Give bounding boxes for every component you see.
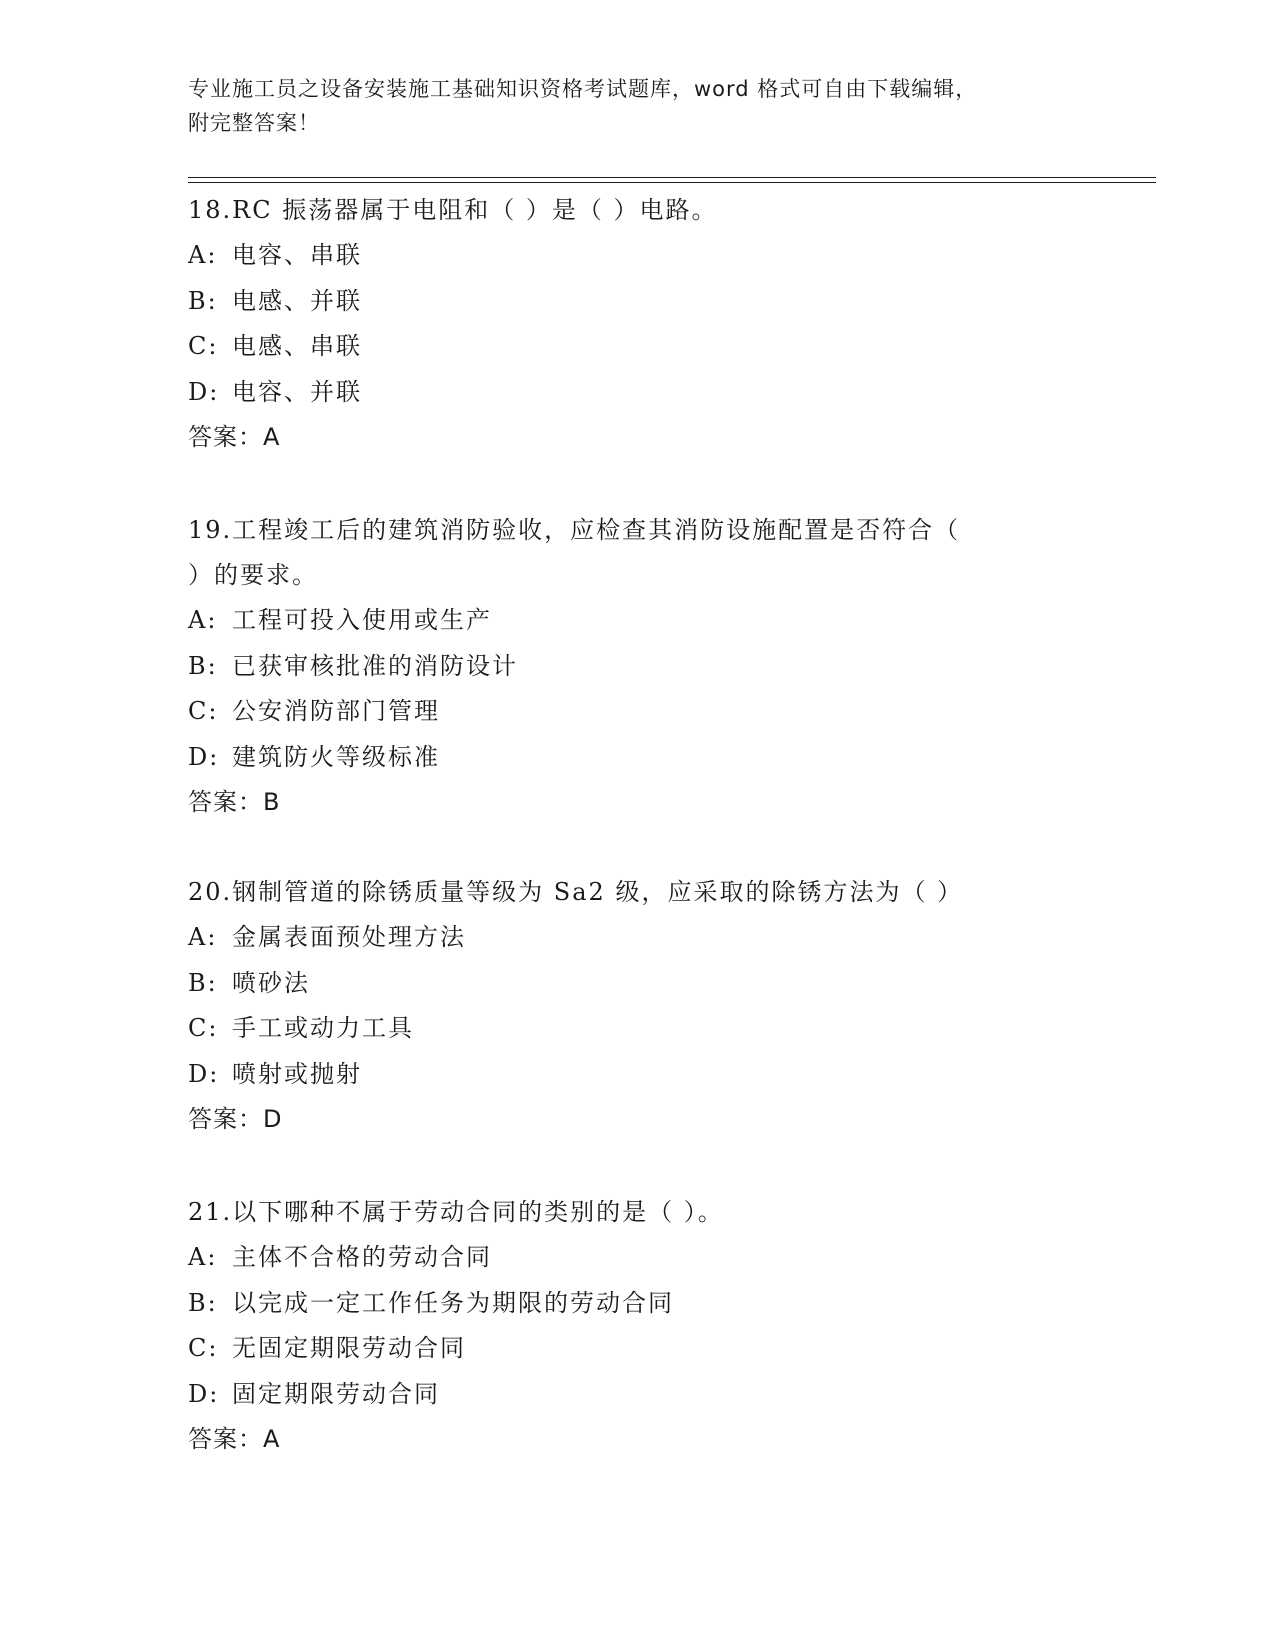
option-a [188,915,1088,961]
option-c [188,324,1088,370]
option-key: C: [188,332,219,360]
option-text: 电感、串联 [232,332,362,360]
option-key: C: [188,697,219,725]
header-line-2: 附完整答案！ [188,111,320,135]
option-key: B: [188,1288,218,1317]
option-text: 以完成一定工作任务为期限的劳动合同 [232,1288,674,1317]
option-text: 手工或动力工具 [232,1014,414,1042]
option-a [188,233,1088,279]
option-b [188,961,1088,1007]
option-b [188,644,1088,690]
header-divider-bottom [188,182,1156,183]
option-key: A: [188,923,218,951]
answer-line: 答案：D [188,1105,283,1133]
option-key: D: [188,742,220,771]
option-c [188,689,1088,735]
option-text: 主体不合格的劳动合同 [232,1243,492,1271]
option-key: B: [188,651,218,680]
answer-line: 答案：B [188,788,281,816]
option-text: 建筑防火等级标准 [232,742,440,771]
header-line-1: 专业施工员之设备安装施工基础知识资格考试题库，word 格式可自由下载编辑， [188,77,978,101]
option-key: A: [188,606,218,634]
option-key: D: [188,1379,220,1408]
question-21 [188,1190,1088,1463]
question-stem: 19.工程竣工后的建筑消防验收，应检查其消防设施配置是否符合（ [188,516,961,544]
answer-line: 答案：A [188,423,281,451]
question-stem: 18.RC 振荡器属于电阻和（ ）是（ ）电路。 [188,196,718,224]
question-stem-continued: ）的要求。 [188,561,318,589]
question-stem: 21.以下哪种不属于劳动合同的类别的是（ ）。 [188,1198,724,1226]
option-d [188,735,1088,781]
option-key: D: [188,377,220,406]
option-key: B: [188,968,218,997]
option-key: B: [188,286,218,315]
option-c [188,1006,1088,1052]
option-d [188,370,1088,416]
option-key: C: [188,1014,219,1042]
option-text: 电容、并联 [232,377,362,406]
option-text: 喷砂法 [232,968,310,997]
option-text: 公安消防部门管理 [232,697,440,725]
option-text: 工程可投入使用或生产 [232,606,492,634]
option-key: C: [188,1334,219,1362]
option-b [188,279,1088,325]
question-stem: 20.钢制管道的除锈质量等级为 Sa2 级，应采取的除锈方法为（ ） [188,878,964,906]
option-text: 无固定期限劳动合同 [232,1334,466,1362]
option-text: 金属表面预处理方法 [232,923,466,951]
question-20 [188,870,1088,1143]
option-key: A: [188,1243,218,1271]
option-text: 电容、串联 [232,241,362,269]
option-a [188,1235,1088,1281]
document-header [188,72,1088,140]
option-text: 电感、并联 [232,286,362,315]
header-divider-top [188,177,1156,178]
option-d [188,1052,1088,1098]
option-text: 固定期限劳动合同 [232,1379,440,1408]
answer-line: 答案：A [188,1425,281,1453]
option-key: D: [188,1059,220,1088]
option-a [188,598,1088,644]
option-b [188,1281,1088,1327]
question-18 [188,188,1088,461]
option-key: A: [188,241,218,269]
option-text: 已获审核批准的消防设计 [232,651,518,680]
question-19 [188,508,1088,826]
option-text: 喷射或抛射 [232,1059,362,1088]
option-d [188,1372,1088,1418]
option-c [188,1326,1088,1372]
